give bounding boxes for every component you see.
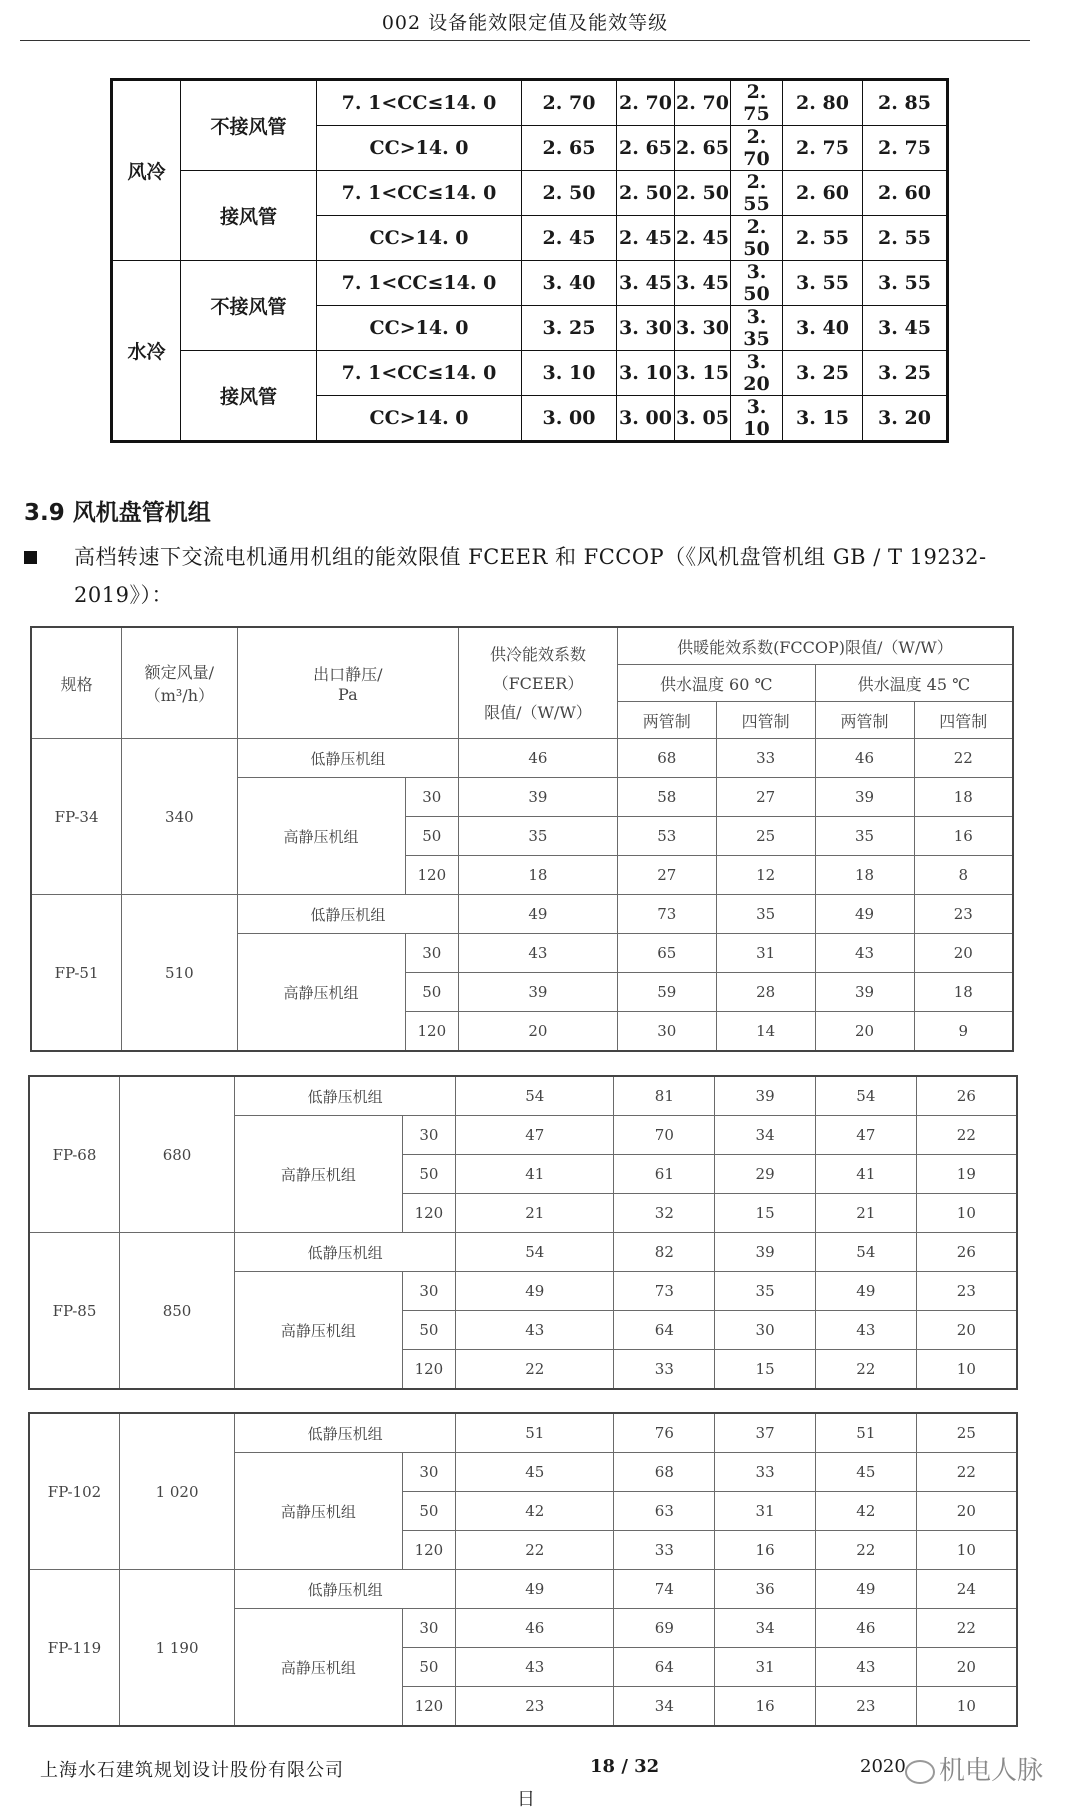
eer-value-cell: 3. 40 <box>783 306 863 351</box>
capacity-condition-cell: 7. 1<CC≤14. 0 <box>317 261 522 306</box>
eer-value-cell: 2. 55 <box>783 216 863 261</box>
top-table-row <box>112 171 948 216</box>
header-two-pipe-45: 两管制 <box>815 702 914 739</box>
efficiency-value-cell: 10 <box>916 1350 1017 1390</box>
eer-value-cell: 2. 65 <box>675 126 731 171</box>
efficiency-value-cell: 22 <box>815 1350 916 1390</box>
efficiency-value-cell: 16 <box>715 1531 816 1570</box>
eer-value-cell: 2. 55 <box>731 171 783 216</box>
efficiency-value-cell: 34 <box>715 1116 816 1155</box>
pressure-value-cell: 30 <box>402 1609 455 1648</box>
efficiency-value-cell: 68 <box>614 1453 715 1492</box>
bullet-paragraph <box>24 538 1034 614</box>
eer-value-cell: 3. 45 <box>617 261 675 306</box>
efficiency-value-cell: 49 <box>815 1570 916 1609</box>
eer-value-cell: 3. 05 <box>675 396 731 442</box>
efficiency-value-cell: 39 <box>715 1233 816 1272</box>
eer-value-cell: 2. 70 <box>675 80 731 126</box>
header-fceer: 供冷能效系数 （FCEER） 限值/（W/W） <box>459 627 618 739</box>
efficiency-value-cell: 43 <box>459 934 618 973</box>
efficiency-value-cell: 49 <box>456 1272 614 1311</box>
efficiency-value-cell: 39 <box>815 778 914 817</box>
fan-coil-row-low <box>29 1233 1017 1272</box>
eer-value-cell: 2. 70 <box>617 80 675 126</box>
efficiency-value-cell: 28 <box>716 973 815 1012</box>
efficiency-value-cell: 14 <box>716 1012 815 1052</box>
efficiency-value-cell: 47 <box>456 1116 614 1155</box>
unit-spec-cell: FP-34 <box>31 739 122 895</box>
efficiency-value-cell: 37 <box>715 1413 816 1453</box>
efficiency-value-cell: 65 <box>617 934 716 973</box>
bullet-square-icon <box>24 551 37 564</box>
efficiency-value-cell: 43 <box>815 1648 916 1687</box>
pressure-value-cell: 50 <box>402 1492 455 1531</box>
eer-value-cell: 3. 40 <box>522 261 617 306</box>
efficiency-value-cell: 8 <box>914 856 1013 895</box>
low-pressure-label: 低静压机组 <box>237 895 459 934</box>
top-eer-table <box>110 78 949 443</box>
eer-value-cell: 2. 50 <box>731 216 783 261</box>
efficiency-value-cell: 31 <box>715 1492 816 1531</box>
fan-coil-row-low <box>29 1413 1017 1453</box>
pressure-value-cell: 120 <box>405 1012 459 1052</box>
efficiency-value-cell: 34 <box>715 1609 816 1648</box>
efficiency-value-cell: 36 <box>715 1570 816 1609</box>
efficiency-value-cell: 54 <box>456 1076 614 1116</box>
fan-coil-table-3 <box>28 1412 1018 1727</box>
capacity-condition-cell: CC>14. 0 <box>317 396 522 442</box>
pressure-value-cell: 50 <box>405 817 459 856</box>
cooling-type-cell: 水冷 <box>112 261 181 442</box>
eer-value-cell: 3. 10 <box>731 396 783 442</box>
eer-value-cell: 2. 75 <box>863 126 948 171</box>
efficiency-value-cell: 35 <box>716 895 815 934</box>
efficiency-value-cell: 41 <box>456 1155 614 1194</box>
efficiency-value-cell: 39 <box>715 1076 816 1116</box>
pressure-value-cell: 120 <box>402 1531 455 1570</box>
unit-airflow-cell: 1 020 <box>119 1413 234 1570</box>
capacity-condition-cell: CC>14. 0 <box>317 306 522 351</box>
efficiency-value-cell: 22 <box>916 1609 1017 1648</box>
top-table-row <box>112 261 948 306</box>
efficiency-value-cell: 33 <box>716 739 815 778</box>
efficiency-value-cell: 73 <box>614 1272 715 1311</box>
pressure-value-cell: 120 <box>405 856 459 895</box>
pressure-value-cell: 50 <box>405 973 459 1012</box>
eer-value-cell: 3. 55 <box>783 261 863 306</box>
top-table-row <box>112 351 948 396</box>
eer-value-cell: 3. 45 <box>863 306 948 351</box>
capacity-condition-cell: 7. 1<CC≤14. 0 <box>317 351 522 396</box>
efficiency-value-cell: 45 <box>815 1453 916 1492</box>
unit-airflow-cell: 340 <box>122 739 237 895</box>
efficiency-value-cell: 18 <box>914 778 1013 817</box>
fan-coil-row-low <box>31 895 1013 934</box>
eer-value-cell: 3. 25 <box>522 306 617 351</box>
high-pressure-label: 高静压机组 <box>237 934 405 1052</box>
efficiency-value-cell: 27 <box>617 856 716 895</box>
efficiency-value-cell: 22 <box>916 1453 1017 1492</box>
unit-airflow-cell: 510 <box>122 895 237 1052</box>
footer-date: 2020 <box>860 1756 906 1777</box>
efficiency-value-cell: 16 <box>914 817 1013 856</box>
eer-value-cell: 2. 50 <box>675 171 731 216</box>
efficiency-value-cell: 10 <box>916 1531 1017 1570</box>
pressure-value-cell: 30 <box>402 1116 455 1155</box>
efficiency-value-cell: 51 <box>815 1413 916 1453</box>
header-spec: 规格 <box>31 627 122 739</box>
efficiency-value-cell: 20 <box>815 1012 914 1052</box>
pressure-value-cell: 120 <box>402 1350 455 1390</box>
efficiency-value-cell: 26 <box>916 1233 1017 1272</box>
efficiency-value-cell: 22 <box>916 1116 1017 1155</box>
efficiency-value-cell: 15 <box>715 1194 816 1233</box>
efficiency-value-cell: 20 <box>916 1311 1017 1350</box>
efficiency-value-cell: 69 <box>614 1609 715 1648</box>
fan-coil-table-2 <box>28 1075 1018 1390</box>
efficiency-value-cell: 31 <box>716 934 815 973</box>
wechat-icon <box>905 1760 935 1784</box>
unit-spec-cell: FP-102 <box>29 1413 119 1570</box>
efficiency-value-cell: 23 <box>914 895 1013 934</box>
efficiency-value-cell: 10 <box>916 1687 1017 1727</box>
fan-coil-row-low <box>31 739 1013 778</box>
header-pressure: 出口静压/ Pa <box>237 627 459 739</box>
efficiency-value-cell: 49 <box>815 895 914 934</box>
eer-value-cell: 3. 30 <box>675 306 731 351</box>
efficiency-value-cell: 35 <box>459 817 618 856</box>
efficiency-value-cell: 43 <box>456 1311 614 1350</box>
efficiency-value-cell: 46 <box>459 739 618 778</box>
eer-value-cell: 3. 15 <box>675 351 731 396</box>
efficiency-value-cell: 41 <box>815 1155 916 1194</box>
unit-airflow-cell: 1 190 <box>119 1570 234 1727</box>
bullet-text: 高档转速下交流电机通用机组的能效限值 FCEER 和 FCCOP（《风机盘管机组 GB / T 19232-2019》）： <box>74 545 987 607</box>
eer-value-cell: 2. 65 <box>522 126 617 171</box>
low-pressure-label: 低静压机组 <box>235 1413 456 1453</box>
efficiency-value-cell: 82 <box>614 1233 715 1272</box>
eer-value-cell: 2. 50 <box>522 171 617 216</box>
unit-airflow-cell: 680 <box>119 1076 234 1233</box>
eer-value-cell: 2. 75 <box>783 126 863 171</box>
eer-value-cell: 3. 15 <box>783 396 863 442</box>
efficiency-value-cell: 20 <box>459 1012 618 1052</box>
header-four-pipe-45: 四管制 <box>914 702 1013 739</box>
efficiency-value-cell: 30 <box>617 1012 716 1052</box>
eer-value-cell: 3. 30 <box>617 306 675 351</box>
efficiency-value-cell: 39 <box>815 973 914 1012</box>
efficiency-value-cell: 18 <box>914 973 1013 1012</box>
pressure-value-cell: 30 <box>402 1272 455 1311</box>
high-pressure-label: 高静压机组 <box>235 1272 403 1390</box>
eer-value-cell: 2. 60 <box>783 171 863 216</box>
header-t45: 供水温度 45 ℃ <box>815 665 1013 702</box>
top-table-row <box>112 80 948 126</box>
page-header: 002 设备能效限定值及能效等级 <box>20 6 1030 41</box>
capacity-condition-cell: CC>14. 0 <box>317 216 522 261</box>
eer-value-cell: 2. 50 <box>617 171 675 216</box>
capacity-condition-cell: CC>14. 0 <box>317 126 522 171</box>
efficiency-value-cell: 42 <box>456 1492 614 1531</box>
footer-page-number: 18 / 32 <box>590 1756 660 1777</box>
header-two-pipe-60: 两管制 <box>617 702 716 739</box>
efficiency-value-cell: 25 <box>916 1413 1017 1453</box>
efficiency-value-cell: 22 <box>815 1531 916 1570</box>
eer-value-cell: 2. 45 <box>617 216 675 261</box>
duct-type-cell: 接风管 <box>181 351 317 442</box>
efficiency-value-cell: 70 <box>614 1116 715 1155</box>
efficiency-value-cell: 26 <box>916 1076 1017 1116</box>
efficiency-value-cell: 73 <box>617 895 716 934</box>
efficiency-value-cell: 43 <box>815 934 914 973</box>
efficiency-value-cell: 46 <box>815 1609 916 1648</box>
efficiency-value-cell: 16 <box>715 1687 816 1727</box>
efficiency-value-cell: 20 <box>916 1492 1017 1531</box>
efficiency-value-cell: 46 <box>815 739 914 778</box>
efficiency-value-cell: 9 <box>914 1012 1013 1052</box>
eer-value-cell: 2. 80 <box>783 80 863 126</box>
eer-value-cell: 3. 35 <box>731 306 783 351</box>
efficiency-value-cell: 35 <box>715 1272 816 1311</box>
efficiency-value-cell: 42 <box>815 1492 916 1531</box>
pressure-value-cell: 120 <box>402 1687 455 1727</box>
efficiency-value-cell: 22 <box>456 1531 614 1570</box>
efficiency-value-cell: 64 <box>614 1311 715 1350</box>
eer-value-cell: 3. 50 <box>731 261 783 306</box>
efficiency-value-cell: 22 <box>456 1350 614 1390</box>
eer-value-cell: 3. 25 <box>783 351 863 396</box>
header-t60: 供水温度 60 ℃ <box>617 665 815 702</box>
efficiency-value-cell: 49 <box>456 1570 614 1609</box>
unit-spec-cell: FP-85 <box>29 1233 119 1390</box>
efficiency-value-cell: 12 <box>716 856 815 895</box>
pressure-value-cell: 50 <box>402 1311 455 1350</box>
fan-coil-row-low <box>29 1570 1017 1609</box>
header-four-pipe-60: 四管制 <box>716 702 815 739</box>
low-pressure-label: 低静压机组 <box>235 1570 456 1609</box>
eer-value-cell: 3. 20 <box>731 351 783 396</box>
eer-value-cell: 3. 20 <box>863 396 948 442</box>
header-airflow: 额定风量/ （m³/h） <box>122 627 237 739</box>
efficiency-value-cell: 20 <box>914 934 1013 973</box>
footer-date-tail: 日 <box>517 1789 535 1810</box>
efficiency-value-cell: 25 <box>716 817 815 856</box>
efficiency-value-cell: 34 <box>614 1687 715 1727</box>
pressure-value-cell: 120 <box>402 1194 455 1233</box>
efficiency-value-cell: 49 <box>459 895 618 934</box>
efficiency-value-cell: 54 <box>456 1233 614 1272</box>
efficiency-value-cell: 51 <box>456 1413 614 1453</box>
fan-coil-table-1 <box>30 626 1014 1052</box>
fan-coil-row-low <box>29 1076 1017 1116</box>
eer-value-cell: 2. 55 <box>863 216 948 261</box>
pressure-value-cell: 30 <box>405 778 459 817</box>
efficiency-value-cell: 54 <box>815 1233 916 1272</box>
eer-value-cell: 2. 60 <box>863 171 948 216</box>
efficiency-value-cell: 23 <box>456 1687 614 1727</box>
high-pressure-label: 高静压机组 <box>235 1609 403 1727</box>
efficiency-value-cell: 58 <box>617 778 716 817</box>
efficiency-value-cell: 39 <box>459 973 618 1012</box>
low-pressure-label: 低静压机组 <box>235 1076 456 1116</box>
eer-value-cell: 3. 25 <box>863 351 948 396</box>
unit-spec-cell: FP-51 <box>31 895 122 1052</box>
unit-spec-cell: FP-68 <box>29 1076 119 1233</box>
efficiency-value-cell: 18 <box>815 856 914 895</box>
pressure-value-cell: 30 <box>405 934 459 973</box>
footer-company: 上海水石建筑规划设计股份有限公司 <box>40 1760 344 1781</box>
efficiency-value-cell: 29 <box>715 1155 816 1194</box>
efficiency-value-cell: 32 <box>614 1194 715 1233</box>
efficiency-value-cell: 22 <box>914 739 1013 778</box>
eer-value-cell: 2. 65 <box>617 126 675 171</box>
duct-type-cell: 不接风管 <box>181 261 317 351</box>
efficiency-value-cell: 33 <box>614 1531 715 1570</box>
efficiency-value-cell: 24 <box>916 1570 1017 1609</box>
efficiency-value-cell: 68 <box>617 739 716 778</box>
unit-spec-cell: FP-119 <box>29 1570 119 1727</box>
efficiency-value-cell: 19 <box>916 1155 1017 1194</box>
efficiency-value-cell: 33 <box>715 1453 816 1492</box>
eer-value-cell: 3. 00 <box>617 396 675 442</box>
capacity-condition-cell: 7. 1<CC≤14. 0 <box>317 171 522 216</box>
efficiency-value-cell: 46 <box>456 1609 614 1648</box>
efficiency-value-cell: 43 <box>456 1648 614 1687</box>
efficiency-value-cell: 49 <box>815 1272 916 1311</box>
efficiency-value-cell: 53 <box>617 817 716 856</box>
high-pressure-label: 高静压机组 <box>235 1116 403 1233</box>
efficiency-value-cell: 15 <box>715 1350 816 1390</box>
efficiency-value-cell: 30 <box>715 1311 816 1350</box>
efficiency-value-cell: 43 <box>815 1311 916 1350</box>
eer-value-cell: 3. 45 <box>675 261 731 306</box>
efficiency-value-cell: 54 <box>815 1076 916 1116</box>
efficiency-value-cell: 31 <box>715 1648 816 1687</box>
header-fccop: 供暖能效系数(FCCOP)限值/（W/W） <box>617 627 1013 665</box>
eer-value-cell: 2. 85 <box>863 80 948 126</box>
eer-value-cell: 3. 55 <box>863 261 948 306</box>
efficiency-value-cell: 64 <box>614 1648 715 1687</box>
efficiency-value-cell: 74 <box>614 1570 715 1609</box>
efficiency-value-cell: 10 <box>916 1194 1017 1233</box>
low-pressure-label: 低静压机组 <box>237 739 459 778</box>
pressure-value-cell: 50 <box>402 1155 455 1194</box>
capacity-condition-cell: 7. 1<CC≤14. 0 <box>317 80 522 126</box>
efficiency-value-cell: 23 <box>815 1687 916 1727</box>
efficiency-value-cell: 61 <box>614 1155 715 1194</box>
duct-type-cell: 不接风管 <box>181 80 317 171</box>
watermark: 机电人脉 <box>905 1750 1043 1787</box>
eer-value-cell: 2. 70 <box>731 126 783 171</box>
cooling-type-cell: 风冷 <box>112 80 181 261</box>
efficiency-value-cell: 23 <box>916 1272 1017 1311</box>
efficiency-value-cell: 35 <box>815 817 914 856</box>
efficiency-value-cell: 81 <box>614 1076 715 1116</box>
eer-value-cell: 2. 45 <box>675 216 731 261</box>
efficiency-value-cell: 59 <box>617 973 716 1012</box>
pressure-value-cell: 30 <box>402 1453 455 1492</box>
efficiency-value-cell: 27 <box>716 778 815 817</box>
efficiency-value-cell: 76 <box>614 1413 715 1453</box>
low-pressure-label: 低静压机组 <box>235 1233 456 1272</box>
efficiency-value-cell: 33 <box>614 1350 715 1390</box>
duct-type-cell: 接风管 <box>181 171 317 261</box>
efficiency-value-cell: 63 <box>614 1492 715 1531</box>
pressure-value-cell: 50 <box>402 1648 455 1687</box>
eer-value-cell: 2. 70 <box>522 80 617 126</box>
eer-value-cell: 2. 45 <box>522 216 617 261</box>
efficiency-value-cell: 39 <box>459 778 618 817</box>
high-pressure-label: 高静压机组 <box>237 778 405 895</box>
efficiency-value-cell: 21 <box>456 1194 614 1233</box>
efficiency-value-cell: 47 <box>815 1116 916 1155</box>
high-pressure-label: 高静压机组 <box>235 1453 403 1570</box>
eer-value-cell: 3. 00 <box>522 396 617 442</box>
efficiency-value-cell: 20 <box>916 1648 1017 1687</box>
section-title: 3.9 风机盘管机组 <box>24 500 211 526</box>
efficiency-value-cell: 21 <box>815 1194 916 1233</box>
eer-value-cell: 2. 75 <box>731 80 783 126</box>
efficiency-value-cell: 18 <box>459 856 618 895</box>
efficiency-value-cell: 45 <box>456 1453 614 1492</box>
eer-value-cell: 3. 10 <box>522 351 617 396</box>
unit-airflow-cell: 850 <box>119 1233 234 1390</box>
eer-value-cell: 3. 10 <box>617 351 675 396</box>
